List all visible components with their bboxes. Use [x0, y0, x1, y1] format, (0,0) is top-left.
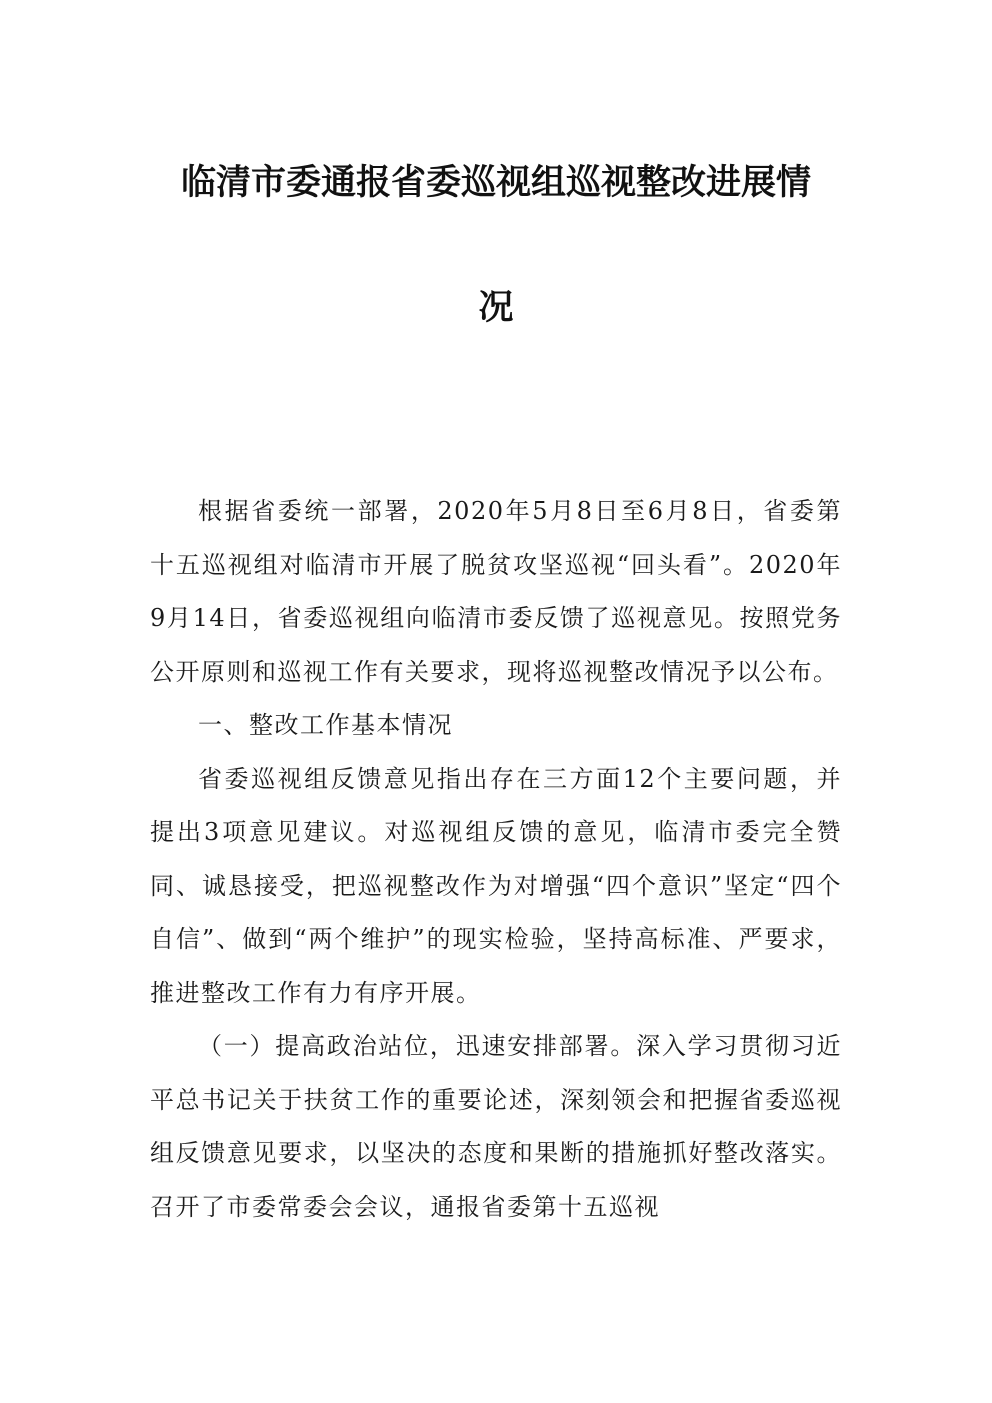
intro-paragraph: 根据省委统一部署，2020年5月8日至6月8日，省委第十五巡视组对临清市开展了脱贫攻坚巡视“回头看”。2020年9月14日，省委巡视组向临清市委反馈了巡视意见。按照党务公开原则和巡视工作有关要求，现将巡视整改情况予以公布。 [150, 497, 842, 686]
section-heading: 一、整改工作基本情况 [198, 711, 453, 739]
summary-paragraph: 省委巡视组反馈意见指出存在三方面12个主要问题，并提出3项意见建议。对巡视组反馈的意见，临清市委完全赞同、诚恳接受，把巡视整改作为对增强“四个意识”坚定“四个自信”、做到“两个维护”的现实检验，坚持高标准、严要求，推进整改工作有力有序开展。 [150, 764, 842, 1007]
subsection-paragraph: （一）提高政治站位，迅速安排部署。深入学习贯彻习近平总书记关于扶贫工作的重要论述，深刻领会和把握省委巡视组反馈意见要求，以坚决的态度和果断的措施抓好整改落实。召开了市委常委会会议，通报省委第十五巡视 [150, 1032, 842, 1221]
document-title-line-2: 况 [478, 287, 514, 328]
document-body [150, 485, 842, 1234]
document-title-line-1: 临清市委通报省委巡视组巡视整改进展情 [180, 162, 811, 203]
